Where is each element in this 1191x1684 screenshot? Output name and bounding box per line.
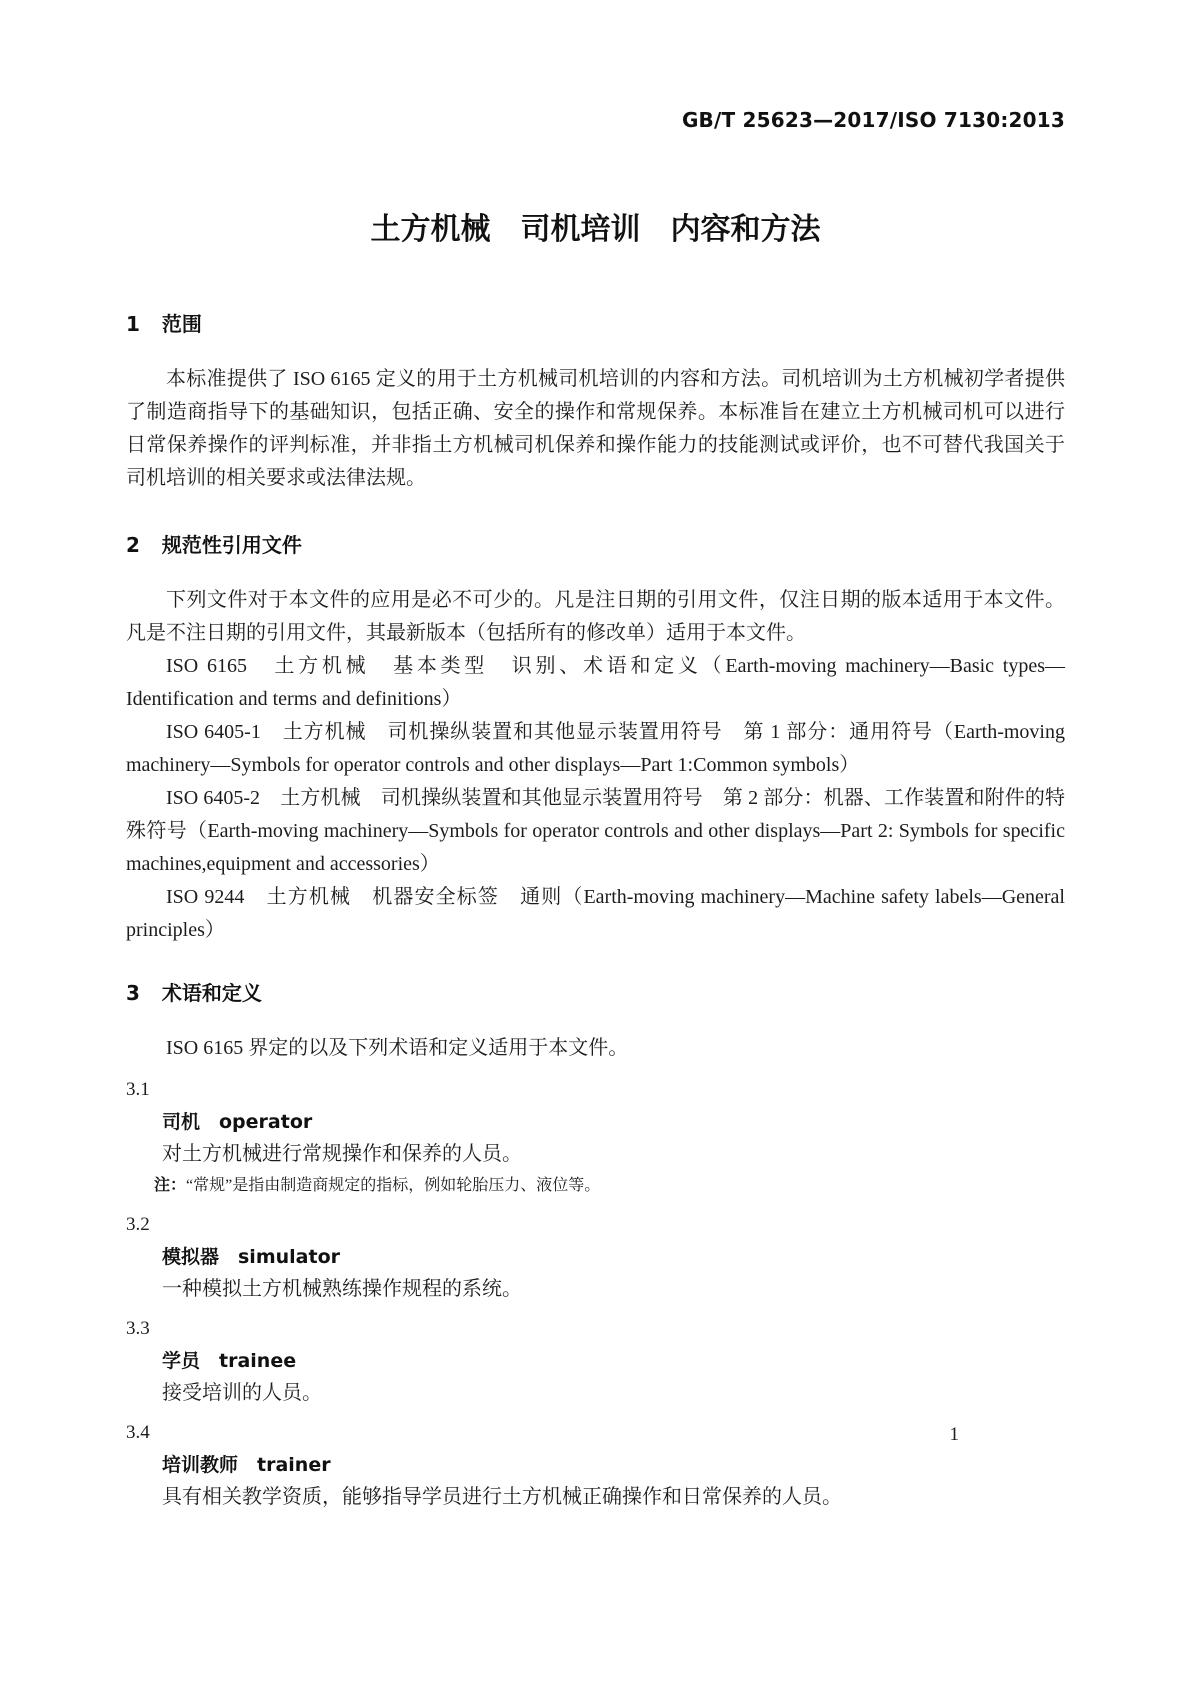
term-name: 培训教师 trainer [162,1454,331,1476]
term-definition: 接受培训的人员。 [162,1382,322,1404]
section-normative-references [126,529,1065,947]
section-scope [126,308,1065,495]
term-name: 司机 operator [162,1111,313,1133]
term-entry [126,1314,1065,1408]
term-entry [126,1075,1065,1200]
term-number: 3.1 [126,1079,150,1100]
term-definition: 具有相关教学资质，能够指导学员进行土方机械正确操作和日常保养的人员。 [162,1486,842,1508]
term-number: 3.4 [126,1422,150,1443]
section-terms-definitions [126,977,1065,1512]
references-intro-paragraph: 下列文件对于本文件的应用是必不可少的。凡是注日期的引用文件，仅注日期的版本适用于本文件。凡是不注日期的引用文件，其最新版本（包括所有的修改单）适用于本文件。 [126,589,1065,644]
note-label: 注： [154,1175,187,1194]
term-number: 3.3 [126,1318,150,1339]
term-number: 3.2 [126,1214,150,1235]
section-heading-terms [126,977,1065,1006]
scope-paragraph: 本标准提供了 ISO 6165 定义的用于土方机械司机培训的内容和方法。司机培训为土方机械初学者提供了制造商指导下的基础知识，包括正确、安全的操作和常规保养。本标准旨在建立土方机械司机可以进行日常保养操作的评判标准，并非指土方机械司机保养和操作能力的技能测试或评价，也不可替代我国关于司机培训的相关要求或法律法规。 [126,368,1065,489]
section-number: 3 [126,981,140,1005]
section-title-text: 范围 [161,312,202,336]
section-title-text: 规范性引用文件 [161,533,302,557]
term-entry [126,1210,1065,1304]
reference-item: ISO 6405-1 土方机械 司机操纵装置和其他显示装置用符号 第 1 部分：通用符号（Earth-moving machinery—Symbols for operator controls and other displays—Part 1:Common symbols） [126,721,1065,776]
document-title: 土方机械 司机培训 内容和方法 [370,212,821,247]
term-note [154,1171,1065,1200]
section-number: 2 [126,533,140,557]
reference-item: ISO 9244 土方机械 机器安全标签 通则（Earth-moving machinery—Machine safety labels—General principles） [126,886,1065,941]
term-definition: 一种模拟土方机械熟练操作规程的系统。 [162,1278,522,1300]
term-name: 学员 trainee [162,1350,297,1372]
term-name: 模拟器 simulator [162,1246,340,1268]
terms-intro-paragraph: ISO 6165 界定的以及下列术语和定义适用于本文件。 [166,1037,629,1059]
section-heading-scope [126,308,1065,337]
note-text: “常规”是指由制造商规定的指标，例如轮胎压力、液位等。 [186,1177,601,1194]
page-number: 1 [949,1424,959,1445]
section-number: 1 [126,312,140,336]
term-definition: 对土方机械进行常规操作和保养的人员。 [162,1143,522,1165]
section-title-text: 术语和定义 [161,981,262,1005]
standard-number-header: GB/T 25623—2017/ISO 7130:2013 [681,108,1065,132]
term-entry [126,1418,1065,1512]
reference-item: ISO 6165 土方机械 基本类型 识别、术语和定义（Earth-moving machinery—Basic types—Identification and terms and definitions） [126,655,1065,710]
section-heading-references [126,529,1065,558]
reference-item: ISO 6405-2 土方机械 司机操纵装置和其他显示装置用符号 第 2 部分：机器、工作装置和附件的特殊符号（Earth-moving machinery—Symbols for operator controls and other displays—Part 2: Symbols for specific machines,equipment and accessories） [126,787,1065,875]
